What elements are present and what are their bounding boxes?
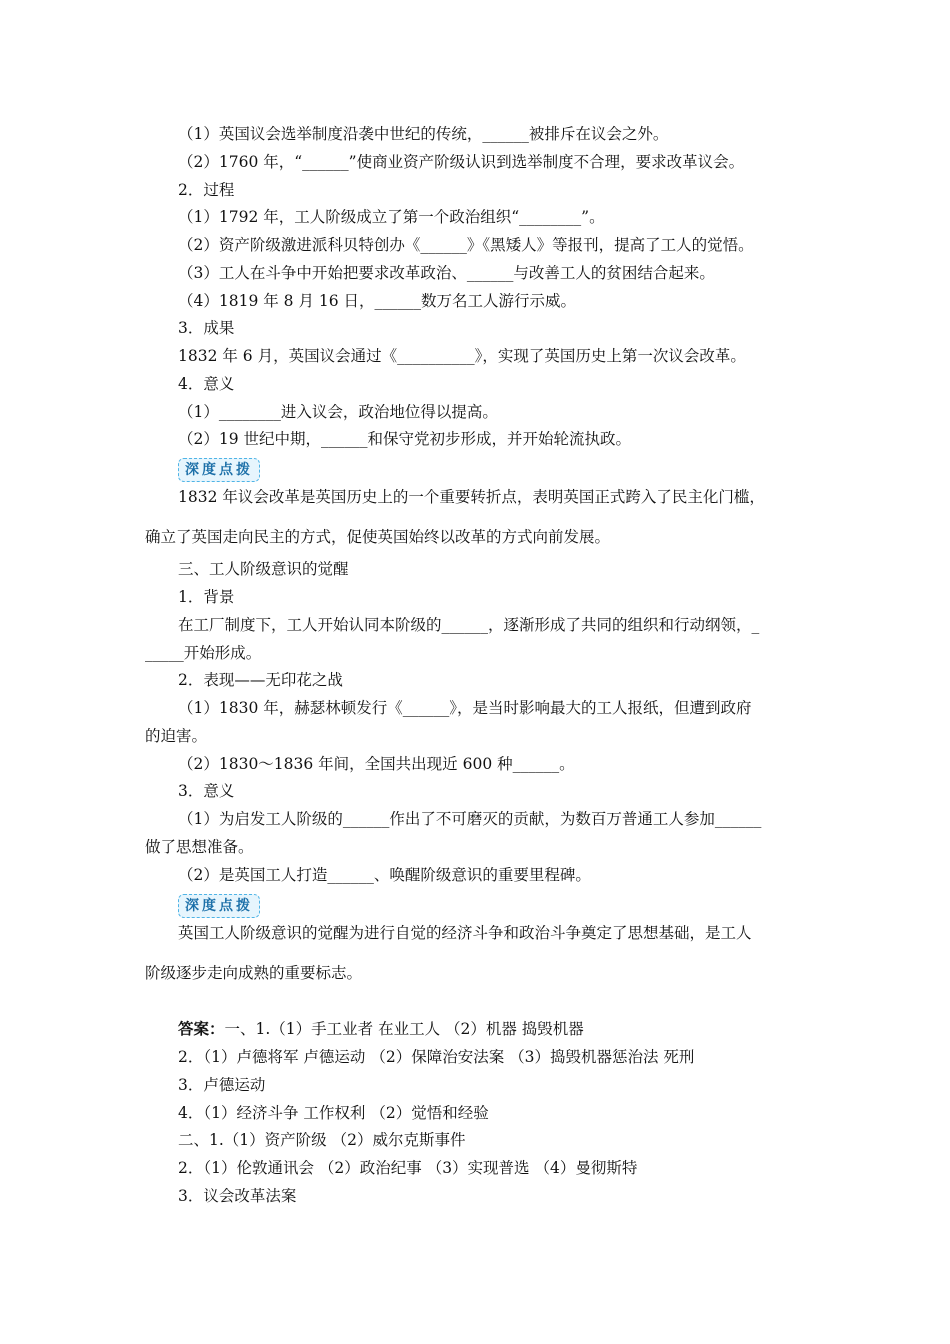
insight-text-line-2: 确立了英国走向民主的方式，促使英国始终以改革的方式向前发展。 bbox=[145, 528, 611, 546]
insight2-text-line-2: 阶级逐步走向成熟的重要标志。 bbox=[145, 964, 363, 982]
section3-title: 三、工人阶级意识的觉醒 bbox=[178, 560, 349, 578]
process-item-4: （4）1819 年 8 月 16 日，______数万名工人游行示威。 bbox=[178, 292, 577, 310]
answers-line-2: 2．（1）卢德将军 卢德运动 （2）保障治安法案 （3）捣毁机器惩治法 死刑 bbox=[178, 1048, 695, 1066]
result-text: 1832 年 6 月，英国议会通过《__________》，实现了英国历史上第一次议会改革。 bbox=[178, 347, 746, 365]
process-item-2: （2）资产阶级激进派科贝特创办《______》《黑矮人》等报刊，提高了工人的觉悟。 bbox=[178, 236, 754, 254]
insight2-text-line-1: 英国工人阶级意识的觉醒为进行自觉的经济斗争和政治斗争奠定了思想基础，是工人 bbox=[178, 924, 752, 942]
manifestation-item-1-line-1: （1）1830 年，赫瑟林顿发行《______》，是当时影响最大的工人报纸，但遭到政府 bbox=[178, 699, 752, 717]
answers-line-3: 3．卢德运动 bbox=[178, 1076, 266, 1094]
meaning-item-2: （2）19 世纪中期，______和保守党初步形成，并开始轮流执政。 bbox=[178, 430, 632, 448]
answers-line-7: 3．议会改革法案 bbox=[178, 1187, 297, 1205]
deep-insight-badge: 深度点拨 bbox=[178, 458, 260, 482]
answers-line-5: 二、1.（1）资产阶级 （2）威尔克斯事件 bbox=[178, 1131, 466, 1149]
background-heading: 1．背景 bbox=[178, 588, 235, 606]
answers-line-6: 2．（1）伦敦通讯会 （2）政治纪事 （3）实现普选 （4）曼彻斯特 bbox=[178, 1159, 638, 1177]
insight-text-line-1: 1832 年议会改革是英国历史上的一个重要转折点，表明英国正式跨入了民主化门槛， bbox=[178, 488, 765, 506]
meaning-heading: 4．意义 bbox=[178, 375, 235, 393]
answers-label: 答案： bbox=[178, 1019, 225, 1038]
meaning3-item-1-line-1: （1）为启发工人阶级的______作出了不可磨灭的贡献，为数百万普通工人参加______ bbox=[178, 810, 762, 828]
deep-insight-badge-2: 深度点拨 bbox=[178, 894, 260, 918]
background-text-line-1: 在工厂制度下，工人开始认同本阶级的______，逐渐形成了共同的组织和行动纲领，_ bbox=[178, 616, 760, 634]
manifestation-heading: 2．表现——无印花之战 bbox=[178, 671, 343, 689]
meaning3-heading: 3．意义 bbox=[178, 782, 235, 800]
section2-line-1: （1）英国议会选举制度沿袭中世纪的传统，______被排斥在议会之外。 bbox=[178, 125, 669, 143]
meaning-item-1: （1）________进入议会，政治地位得以提高。 bbox=[178, 403, 498, 421]
process-item-3: （3）工人在斗争中开始把要求改革政治、______与改善工人的贫困结合起来。 bbox=[178, 264, 715, 282]
section2-line-2: （2）1760 年，“______”使商业资产阶级认识到选举制度不合理，要求改革议会。 bbox=[178, 153, 745, 171]
answers-text-1: 一、1.（1）手工业者 在业工人 （2）机器 捣毁机器 bbox=[224, 1020, 584, 1038]
meaning3-item-2: （2）是英国工人打造______、唤醒阶级意识的重要里程碑。 bbox=[178, 866, 591, 884]
manifestation-item-1-line-2: 的迫害。 bbox=[145, 727, 208, 745]
result-heading: 3．成果 bbox=[178, 319, 235, 337]
manifestation-item-2: （2）1830～1836 年间，全国共出现近 600 种______。 bbox=[178, 755, 575, 773]
process-heading: 2．过程 bbox=[178, 181, 235, 199]
answers-line-4: 4．（1）经济斗争 工作权利 （2）觉悟和经验 bbox=[178, 1104, 489, 1122]
meaning3-item-1-line-2: 做了思想准备。 bbox=[145, 838, 254, 856]
background-text-line-2: _____开始形成。 bbox=[145, 644, 262, 662]
process-item-1: （1）1792 年，工人阶级成立了第一个政治组织“________”。 bbox=[178, 208, 605, 226]
answers-line-1 bbox=[178, 1019, 584, 1039]
